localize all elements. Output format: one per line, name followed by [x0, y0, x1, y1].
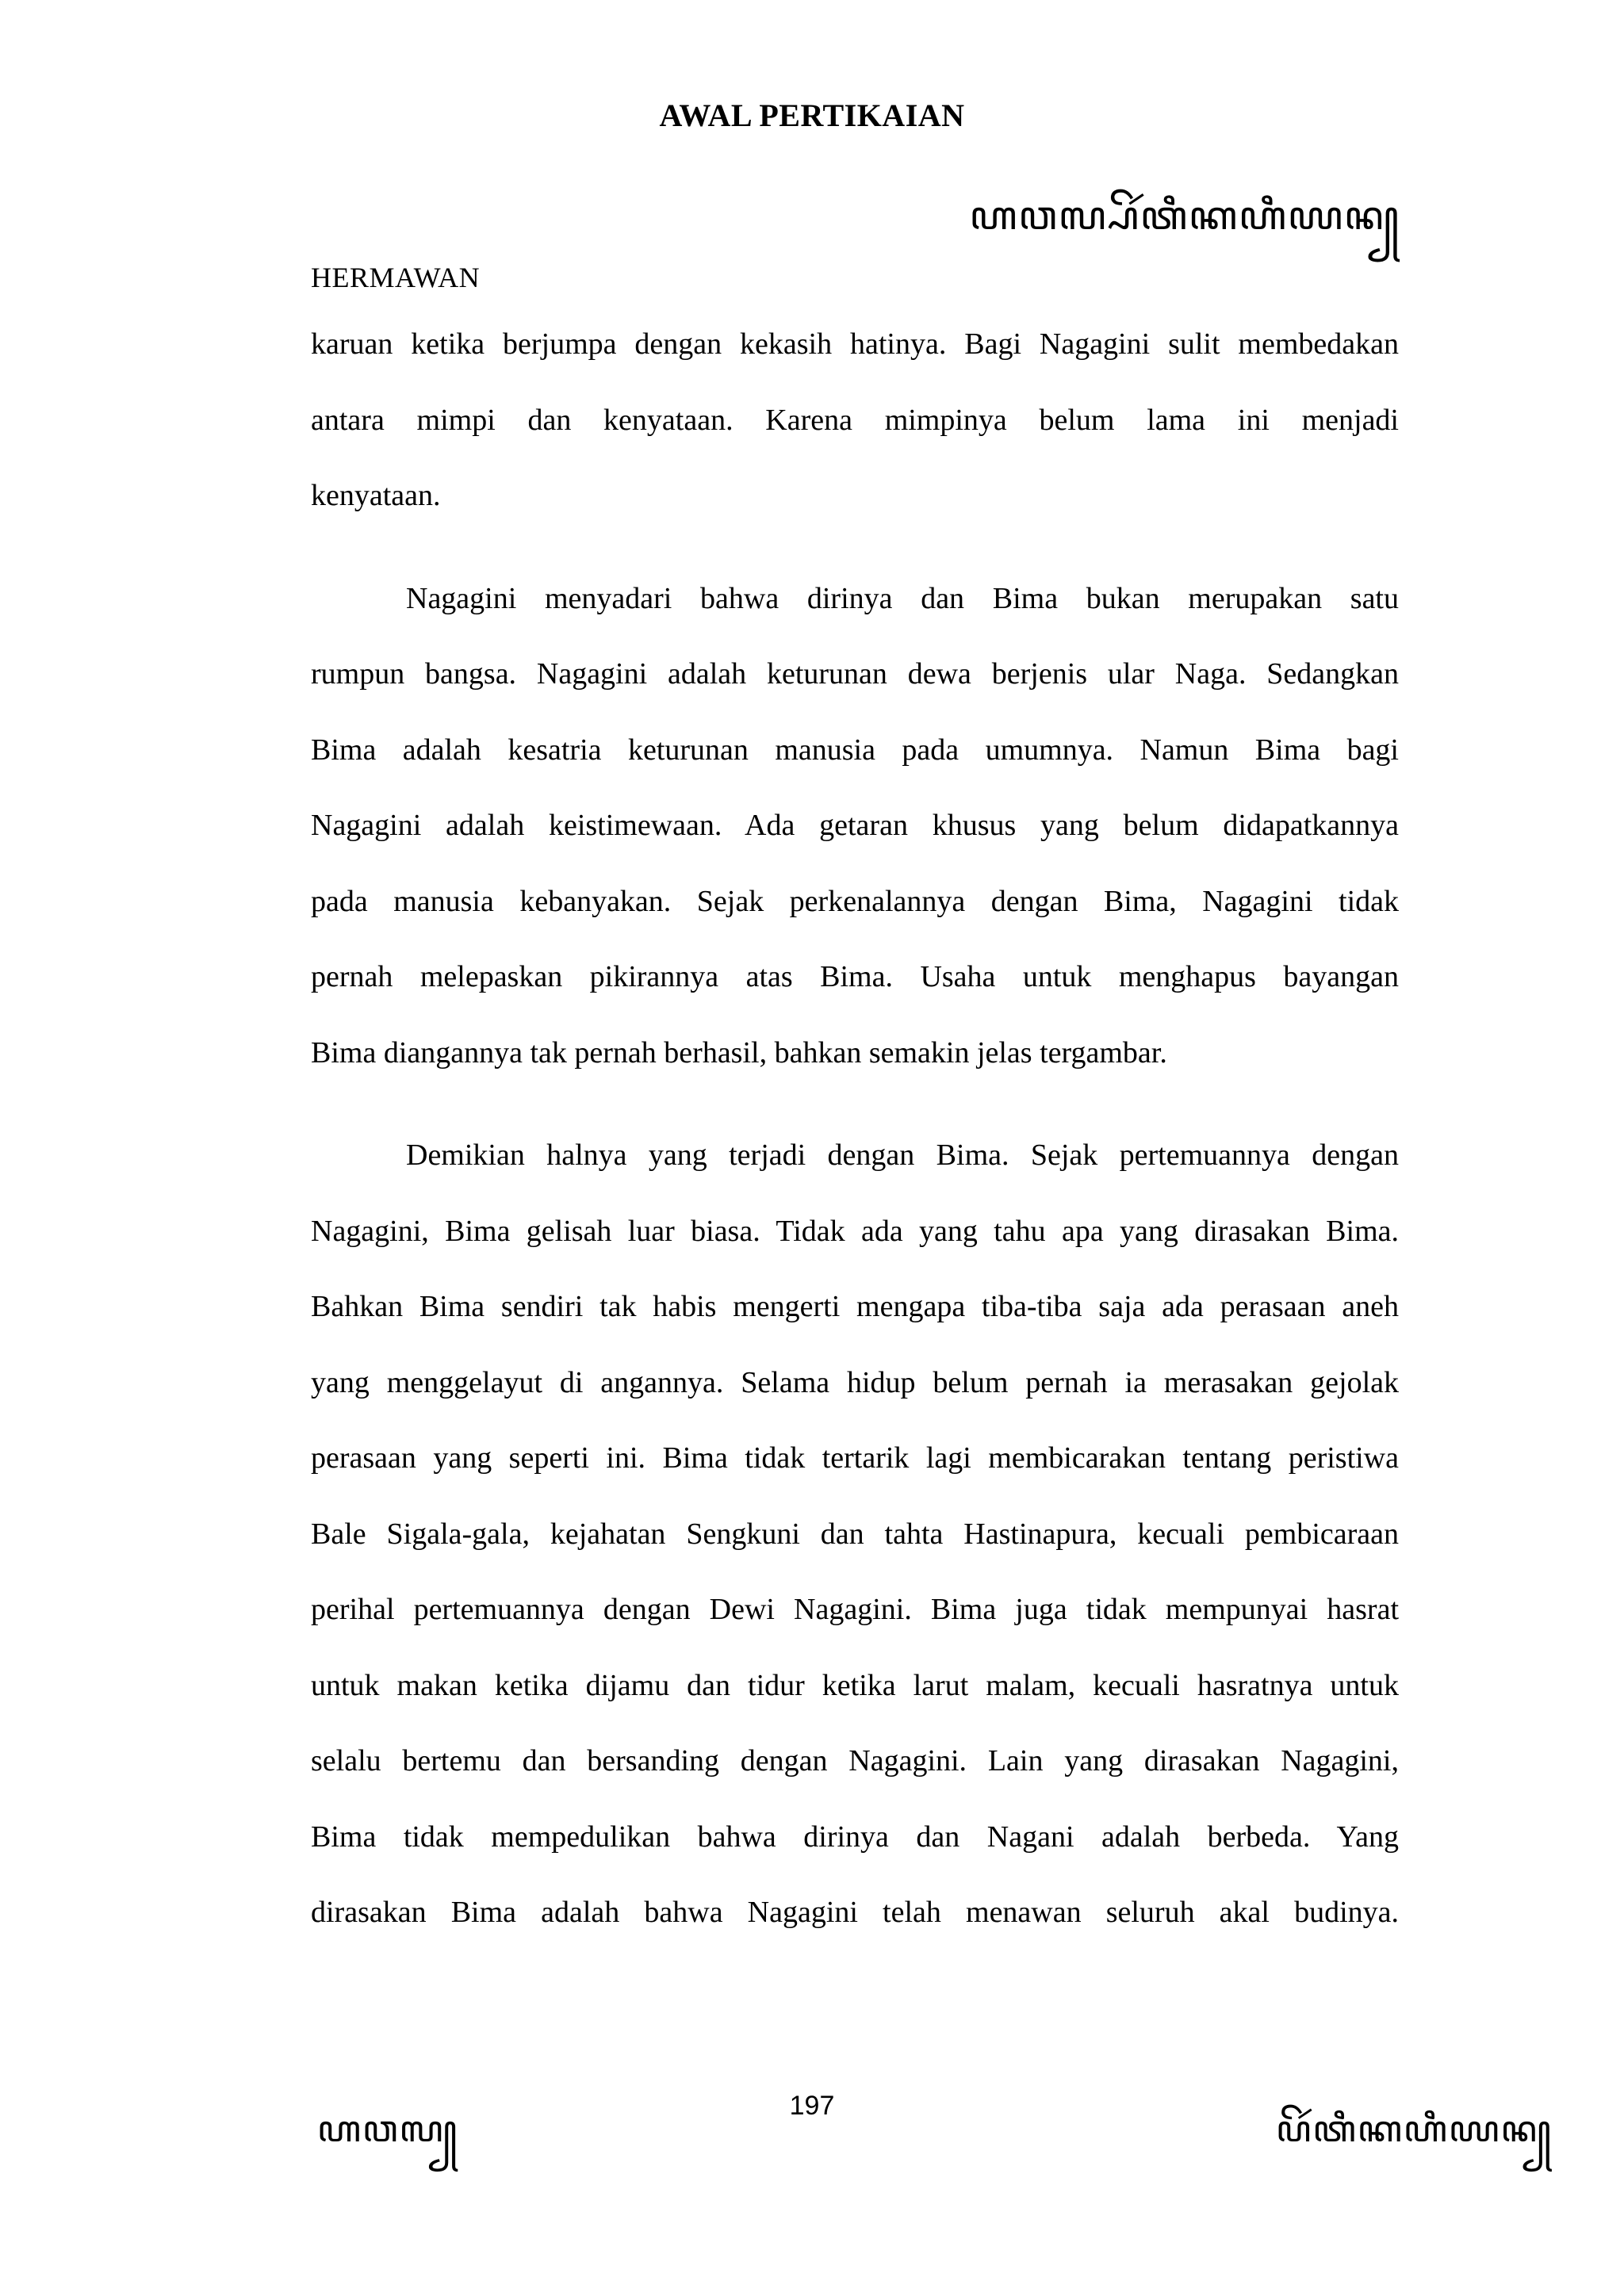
body-text — [311, 307, 1399, 1951]
text-line: karuan ketika berjumpa dengan kekasih hatinya. Bagi Nagagini sulit membedakan — [311, 327, 1399, 361]
text-line: antara mimpi dan kenyataan. Karena mimpinya belum lama ini menjadi — [311, 403, 1399, 437]
text-line: Bahkan Bima sendiri tak habis mengerti mengapa tiba-tiba saja ada perasaan aneh — [311, 1290, 1399, 1323]
text-line: kenyataan. — [311, 479, 441, 512]
header-script-mark: ꦲꦮꦭ꧀ꦥꦼꦂꦠꦶꦏꦲꦶꦪꦤ꧀ — [969, 193, 1400, 239]
paragraph-1 — [311, 307, 1399, 534]
text-line: selalu bertemu dan bersanding dengan Nagagini. Lain yang dirasakan Nagagini, — [311, 1744, 1399, 1777]
text-line: perihal pertemuannya dengan Dewi Nagagini. Bima juga tidak mempunyai hasrat — [311, 1593, 1399, 1626]
text-line: rumpun bangsa. Nagagini adalah keturunan dewa berjenis ular Naga. Sedangkan — [311, 657, 1399, 691]
text-line: Nagagini adalah keistimewaan. Ada getaran khusus yang belum didapatkannya — [311, 809, 1399, 842]
page-title: AWAL PERTIKAIAN — [659, 98, 965, 133]
text-line: Bima tidak mempedulikan bahwa dirinya dan Nagani adalah berbeda. Yang — [311, 1820, 1399, 1854]
text-line: pernah melepaskan pikirannya atas Bima. Usaha untuk menghapus bayangan — [311, 960, 1399, 993]
text-line: yang menggelayut di angannya. Selama hidup belum pernah ia merasakan gejolak — [311, 1365, 1399, 1399]
page-number: 197 — [789, 2091, 835, 2121]
text-line: pada manusia kebanyakan. Sejak perkenalannya dengan Bima, Nagagini tidak — [311, 884, 1399, 918]
footer-script-right: ꦥꦼꦂꦠꦶꦏꦲꦶꦪꦤ꧀ — [1276, 2107, 1553, 2150]
paragraph-3 — [311, 1118, 1399, 1951]
author-name: HERMAWAN — [311, 262, 481, 293]
text-line: dirasakan Bima adalah bahwa Nagagini telah menawan seluruh akal budinya. — [311, 1896, 1399, 1929]
text-line: Nagagini menyadari bahwa dirinya dan Bima bukan merupakan satu — [406, 581, 1399, 615]
text-line: Bima adalah kesatria keturunan manusia pada umumnya. Namun Bima bagi — [311, 733, 1399, 767]
text-line: Nagagini, Bima gelisah luar biasa. Tidak ada yang tahu apa yang dirasakan Bima. — [311, 1214, 1399, 1248]
text-line: untuk makan ketika dijamu dan tidur ketika larut malam, kecuali hasratnya untuk — [311, 1668, 1399, 1702]
text-line: Bale Sigala-gala, kejahatan Sengkuni dan tahta Hastinapura, kecuali pembicaraan — [311, 1517, 1399, 1551]
footer-script-left: ꦲꦮꦭ꧀ — [317, 2107, 459, 2150]
paragraph-2 — [311, 561, 1399, 1092]
text-line: Demikian halnya yang terjadi dengan Bima. Sejak pertemuannya dengan — [406, 1138, 1399, 1172]
text-line: perasaan yang seperti ini. Bima tidak tertarik lagi membicarakan tentang peristiwa — [311, 1441, 1399, 1475]
text-line: Bima diangannya tak pernah berhasil, bahkan semakin jelas tergambar. — [311, 1035, 1167, 1070]
